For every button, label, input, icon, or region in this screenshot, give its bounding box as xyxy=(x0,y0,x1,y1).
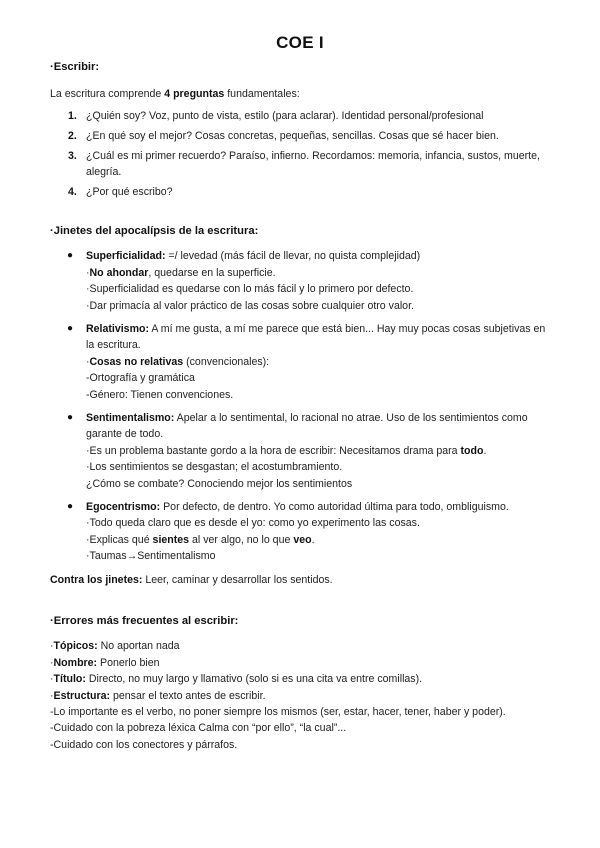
bullet-icon: ● xyxy=(67,412,74,424)
error-item: -Cuidado con los conectores y párrafos. xyxy=(50,738,238,751)
section-heading-jinetes: ·Jinetes del apocalípsis de la escritura: xyxy=(50,225,259,237)
escribir-intro: La escritura comprende 4 preguntas fundamentales: xyxy=(50,88,300,101)
questions-list xyxy=(50,108,550,201)
section-heading-errores: ·Errores más frecuentes al escribir: xyxy=(50,615,239,627)
bullet-icon: ● xyxy=(67,322,74,334)
list-item-relativismo: ● Relativismo: A mí me gusta, a mí me parece que está bien... Hay muy pocas cosas subjetivas en la escritura. ·Cosas no relativas (convencionales): -Ortografía y gramática -Género: Tienen convenciones. xyxy=(67,322,546,401)
section-escribir xyxy=(50,59,550,204)
error-item: ·Título: Directo, no muy largo y llamativo (solo si es una cita va entre comillas). xyxy=(50,673,423,686)
error-item: -Cuidado con la pobreza léxica Calma con “por ello”, “la cual”... xyxy=(50,722,347,735)
section-jinetes xyxy=(50,223,550,588)
section-errores xyxy=(50,613,550,753)
error-item: ·Tópicos: No aportan nada xyxy=(50,640,180,653)
list-item-superficialidad: ● Superficialidad: =/ levedad (más fácil de llevar, no quista complejidad) ·No ahondar, quedarse en la superficie. ·Superficialidad es quedarse con lo más fácil y lo primero por defecto. ·Dar primacía al valor práctico de las cosas sobre cualquier otro valor. xyxy=(67,250,421,312)
list-item-sentimentalismo: ● Sentimentalismo: Apelar a lo sentimental, lo racional no atrae. Uso de los sentimientos como garante de todo. ·Es un problema bastante gordo a la hora de escribir: Necesitamos drama para todo. ·Los sentimientos se desgastan; el acostumbramiento. ¿Cómo se combate? Conociendo mejor los sentimientos xyxy=(67,412,528,490)
page-title: COE I xyxy=(276,33,324,52)
bullet-icon: ● xyxy=(67,250,74,262)
list-item: 2. ¿En qué soy el mejor? Cosas concretas, pequeñas, sencillas. Cosas que sé hacer bien. xyxy=(68,129,499,142)
section-heading-escribir: ·Escribir: xyxy=(50,61,100,73)
list-item: 1. ¿Quién soy? Voz, punto de vista, estilo (para aclarar). Identidad personal/profesional xyxy=(68,109,484,122)
jinetes-list xyxy=(50,248,550,564)
contra-jinetes: Contra los jinetes: Leer, caminar y desarrollar los sentidos. xyxy=(50,573,333,586)
list-item: 4. ¿Por qué escribo? xyxy=(68,185,173,198)
error-item: -Lo importante es el verbo, no poner siempre los mismos (ser, estar, hacer, tener, haber y poder). xyxy=(50,705,506,718)
error-item: ·Estructura: pensar el texto antes de escribir. xyxy=(50,689,266,702)
error-item: ·Nombre: Ponerlo bien xyxy=(50,656,160,669)
bullet-icon: ● xyxy=(67,501,74,513)
list-item: 3. ¿Cuál es mi primer recuerdo? Paraíso, infierno. Recordamos: memoria, infancia, sustos, muerte, alegría. xyxy=(68,149,540,178)
list-item-egocentrismo: ● Egocentrismo: Por defecto, de dentro. Yo como autoridad última para todo, ombliguismo. ·Todo queda claro que es desde el yo: como yo experimento las cosas. ·Explicas qué sientes al ver algo, no lo que veo. ·Taumas→Sentimentalismo xyxy=(67,501,509,563)
